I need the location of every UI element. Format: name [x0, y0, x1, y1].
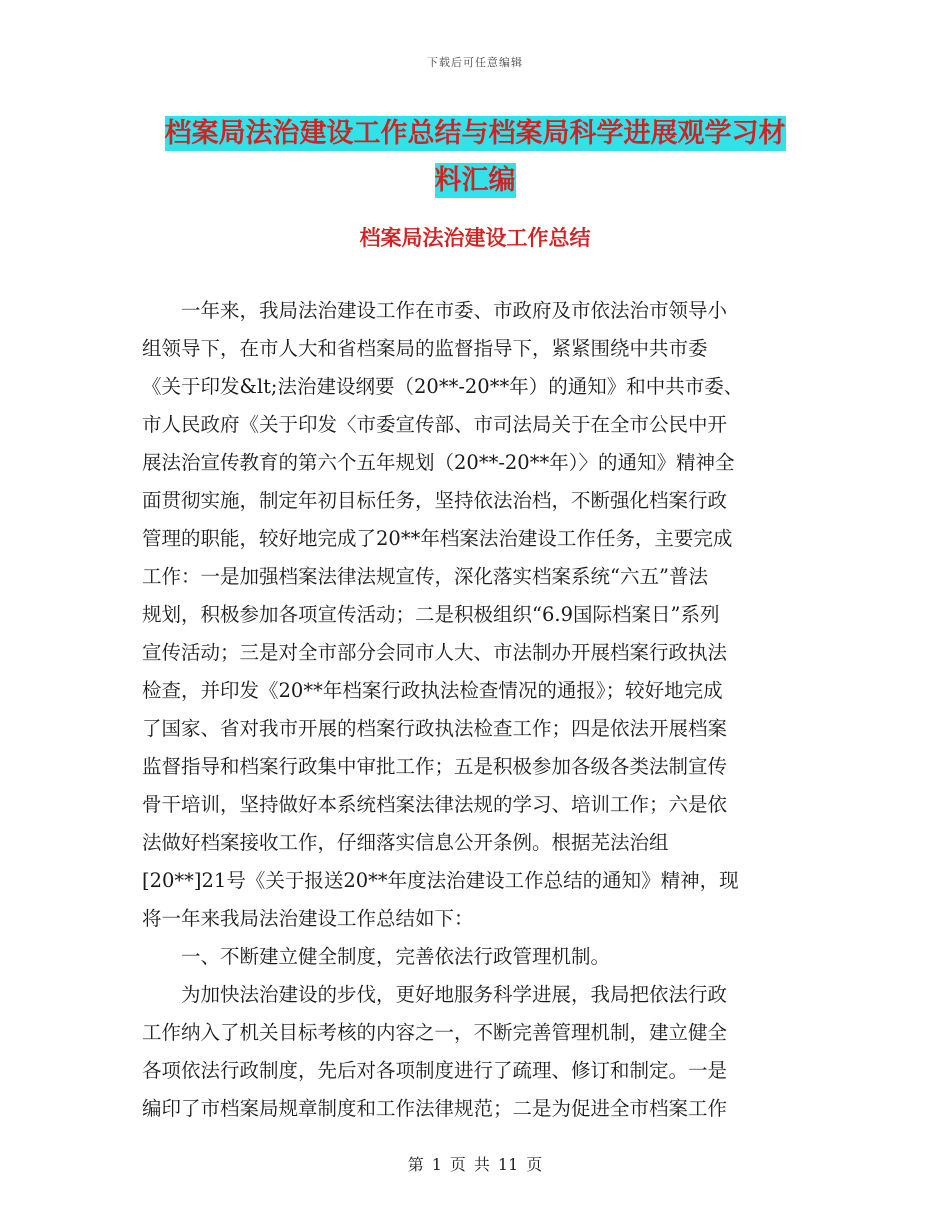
document-title [140, 110, 810, 204]
body-line: 编印了市档案局规章制度和工作法律规范；二是为促进全市档案工作 [142, 1097, 728, 1120]
body-line: 了国家、省对我市开展的档案行政执法检查工作；四是依法开展档案 [142, 717, 728, 740]
body-line: 检查，并印发《20**年档案行政执法检查情况的通报》；较好地完成 [142, 679, 723, 702]
body-line: 宣传活动；三是对全市部分会同市人大、市法制办开展档案行政执法 [142, 641, 728, 664]
body-line: [20**]21号《关于报送20**年度法治建设工作总结的通知》精神，现 [142, 869, 739, 892]
body-line: 各项依法行政制度，先后对各项制度进行了疏理、修订和制定。一是 [142, 1059, 728, 1082]
body-line: 规划，积极参加各项宣传活动；二是积极组织“6.9国际档案日”系列 [142, 603, 720, 626]
body-line: 工作：一是加强档案法律法规宣传，深化落实档案系统“六五”普法 [142, 565, 708, 588]
body-line: 为加快法治建设的步伐，更好地服务科学进展，我局把依法行政 [181, 983, 728, 1006]
footer-ye: 页 [449, 1155, 466, 1174]
footer-gong: 共 [473, 1155, 490, 1174]
body-line: 工作纳入了机关目标考核的内容之一，不断完善管理机制，建立健全 [142, 1021, 728, 1044]
body-line: 组领导下，在市人大和省档案局的监督指导下，紧紧围绕中共市委 [142, 337, 708, 360]
body-line: 骨干培训，坚持做好本系统档案法律法规的学习、培训工作；六是依 [142, 793, 728, 816]
footer-ye-2: 页 [526, 1155, 543, 1174]
page-number: 1 [431, 1155, 442, 1174]
body-line: 展法治宣传教育的第六个五年规划（20**-20**年）〉的通知》精神全 [142, 451, 735, 474]
body-line: 管理的职能，较好地完成了20**年档案法治建设工作任务，主要完成 [142, 527, 733, 550]
body-line: 一年来，我局法治建设工作在市委、市政府及市依法治市领导小 [181, 299, 728, 322]
body-line: 将一年来我局法治建设工作总结如下： [142, 907, 474, 930]
body-line: 监督指导和档案行政集中审批工作；五是积极参加各级各类法制宣传 [142, 755, 728, 778]
page-footer [0, 1152, 950, 1175]
section-heading: 档案局法治建设工作总结 [359, 226, 591, 250]
page-header: 下载后可任意编辑 [427, 56, 523, 69]
body-line: 面贯彻实施，制定年初目标任务，坚持依法治档，不断强化档案行政 [142, 489, 728, 512]
body-line: 《关于印发&lt;法治建设纲要（20**-20**年）的通知》和中共市委、 [142, 375, 744, 398]
body-line: 法做好档案接收工作，仔细落实信息公开条例。根据芜法治组 [142, 831, 669, 854]
title-line-2: 料汇编 [434, 165, 516, 196]
section-1-heading: 一、不断建立健全制度，完善依法行政管理机制。 [181, 945, 611, 968]
footer-di: 第 [407, 1155, 424, 1174]
document-body [142, 292, 810, 1128]
body-line: 市人民政府《关于印发〈市委宣传部、市司法局关于在全市公民中开 [142, 413, 728, 436]
title-line-1: 档案局法治建设工作总结与档案局科学进展观学习材 [164, 118, 786, 149]
total-pages: 11 [497, 1155, 519, 1174]
